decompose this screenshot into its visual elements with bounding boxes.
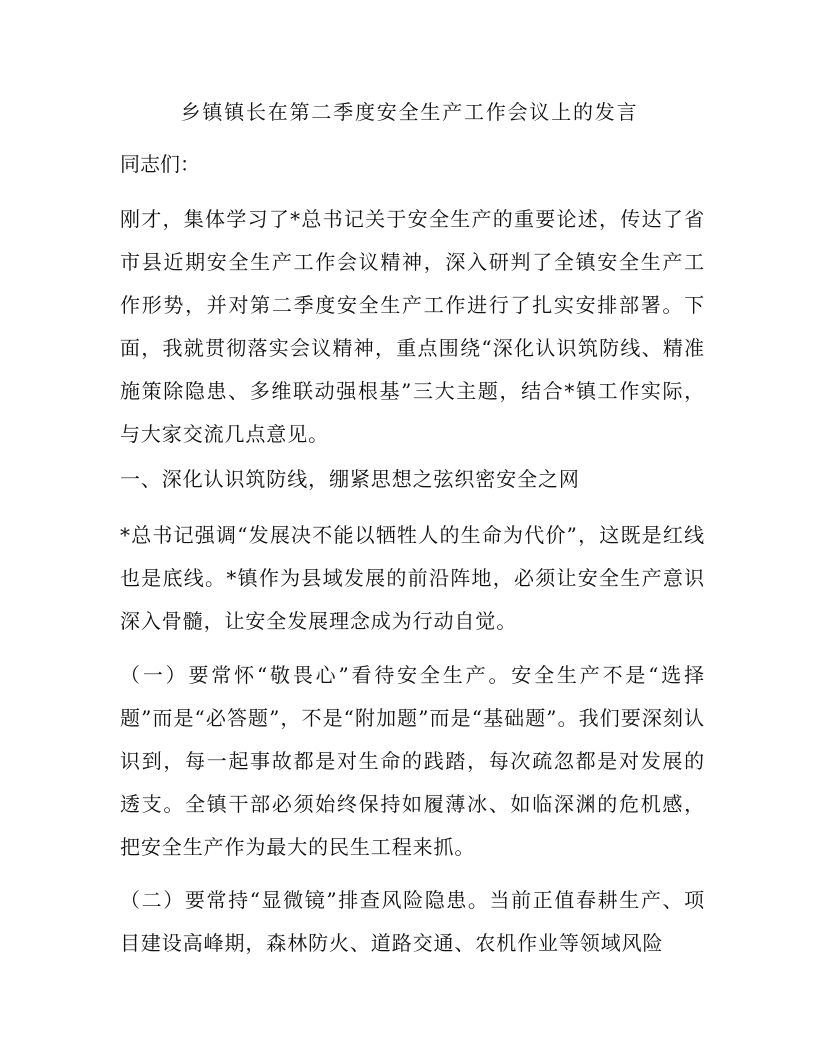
paragraph-subsection-1: （一）要常怀“敬畏心”看待安全生产。安全生产不是“选择题”而是“必答题”，不是“附加题”而是“基础题”。我们要深刻认识到，每一起事故都是对生命的践踏，每次疏忽都是对发展的透支。全镇干部必须始终保持如履薄冰、如临深渊的危机感，把安全生产作为最大的民生工程来抓。	[120, 663, 705, 859]
paragraph-section-1: *总书记强调“发展决不能以牺牲人的生命为代价”，这既是红线也是底线。*镇作为县域发展的前沿阵地，必须让安全生产意识深入骨髓，让安全发展理念成为行动自觉。	[120, 523, 705, 633]
paragraph-intro: 刚才，集体学习了*总书记关于安全生产的重要论述，传达了省市县近期安全生产工作会议精神，深入研判了全镇安全生产工作形势，并对第二季度安全生产工作进行了扎实安排部署。下面，我就贯彻落实会议精神，重点围绕“深化认识筑防线、精准施策除隐患、多维联动强根基”三大主题，结合*镇工作实际，与大家交流几点意见。	[120, 207, 705, 446]
document-title: 乡镇镇长在第二季度安全生产工作会议上的发言	[180, 100, 639, 124]
section-heading-1: 一、深化认识筑防线，绷紧思想之弦织密安全之网	[120, 467, 580, 491]
paragraph-subsection-2: （二）要常持“显微镜”排查风险隐患。当前正值春耕生产、项目建设高峰期，森林防火、道路交通、农机作业等领域风险	[120, 888, 705, 955]
salutation: 同志们：	[120, 152, 200, 176]
